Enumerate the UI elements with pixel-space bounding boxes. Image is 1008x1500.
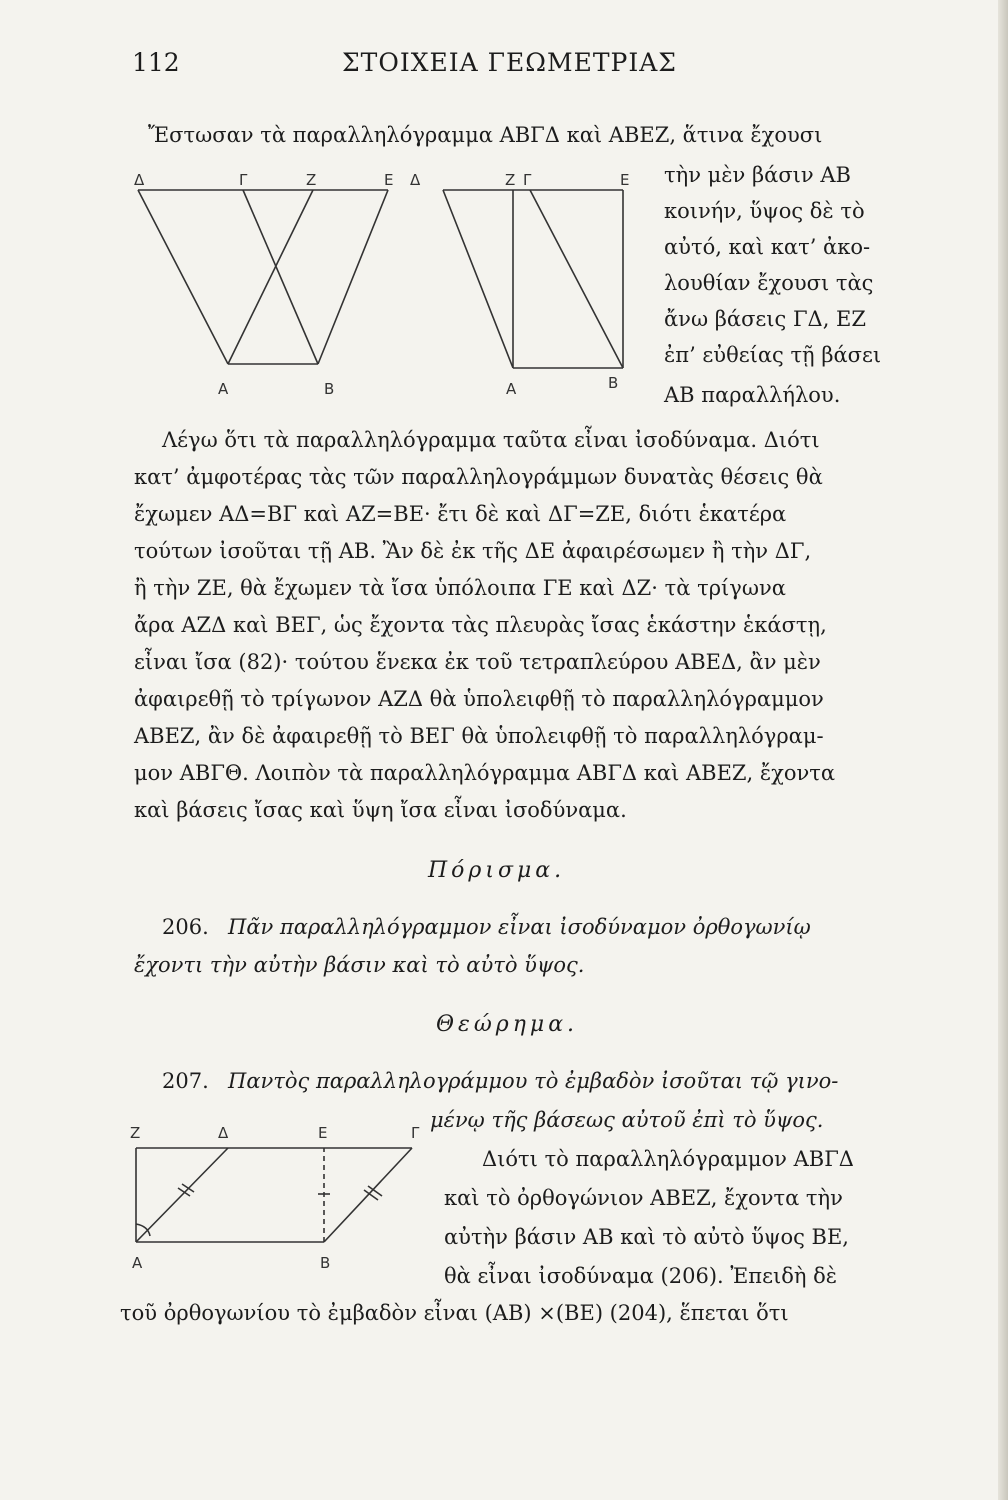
para2-line-9: ΑΒΕΖ, ἂν δὲ ἀφαιρεθῇ τὸ ΒΕΓ θὰ ὑπολειφθῇ τὸ παραλληλόγραμ- <box>134 724 824 748</box>
running-header <box>132 48 892 88</box>
para2-line-7: εἶναι ἴσα (82)· τούτου ἕνεκα ἐκ τοῦ τετραπλεύρου ΑΒΕΔ, ἂν μὲν <box>134 650 821 674</box>
figure1-right <box>443 190 623 368</box>
para1-line-4: αὐτό, καὶ κατ’ ἀκο- <box>664 235 871 259</box>
label-epsilon: E <box>318 1124 328 1142</box>
s207-proof-line-1: Διότι τὸ παραλληλόγραμμον ΑΒΓΔ <box>482 1147 854 1171</box>
para1-line-1: Ἔστωσαν τὰ παραλληλόγραμμα ΑΒΓΔ καὶ ΑΒΕΖ, ἅτινα ἔχουσι <box>148 123 823 147</box>
heading-theorema: Θεώρημα. <box>436 1012 579 1037</box>
para1-line-7: ἐπ’ εὐθείας τῇ βάσει <box>664 343 882 367</box>
s207-statement-line-2: μένῳ τῆς βάσεως αὐτοῦ ἐπὶ τὸ ὕψος. <box>430 1108 824 1132</box>
label-alpha: A <box>218 380 229 398</box>
s206-number: 206. <box>162 915 209 939</box>
s206-line-1: Πᾶν παραλληλόγραμμον εἶναι ἰσοδύναμον ὀρθογωνίῳ <box>228 915 811 939</box>
label-alpha: A <box>132 1254 143 1272</box>
label-gamma: Γ <box>239 171 248 189</box>
figure1-left <box>138 190 388 364</box>
s207-proof-line-5: τοῦ ὀρθογωνίου τὸ ἐμβαδὸν εἶναι (ΑΒ) ⨯(ΒΕ) (204), ἕπεται ὅτι <box>120 1301 789 1325</box>
label-gamma: Γ <box>411 1124 420 1142</box>
heading-porisma: Πόρισμα. <box>428 858 566 883</box>
para2-line-10: μον ΑΒΓΘ. Λοιπὸν τὰ παραλληλόγραμμα ΑΒΓΔ καὶ ΑΒΕΖ, ἔχοντα <box>134 761 836 785</box>
label-delta: Δ <box>410 171 421 189</box>
page-edge-shadow <box>998 0 1008 1500</box>
para2-line-11: καὶ βάσεις ἴσας καὶ ὕψη ἴσα εἶναι ἰσοδύναμα. <box>134 798 627 822</box>
para2-line-3: ἔχωμεν ΑΔ=ΒΓ καὶ ΑΖ=ΒΕ· ἔτι δὲ καὶ ΔΓ=ΖΕ, διότι ἑκατέρα <box>134 502 787 526</box>
figure-parallelogram-rectangle <box>128 1110 428 1280</box>
para1-line-6: ἄνω βάσεις ΓΔ, ΕΖ <box>664 307 866 331</box>
para2-line-2: κατ’ ἀμφοτέρας τὰς τῶν παραλληλογράμμων δυνατὰς θέσεις θὰ <box>134 465 823 489</box>
s207-proof-line-4: θὰ εἶναι ἰσοδύναμα (206). Ἐπειδὴ δὲ <box>444 1264 838 1288</box>
para2-line-6: ἄρα ΑΖΔ καὶ ΒΕΓ, ὡς ἔχοντα τὰς πλευρὰς ἴσας ἑκάστην ἑκάστῃ, <box>134 613 827 637</box>
para2-line-8: ἀφαιρεθῇ τὸ τρίγωνον ΑΖΔ θὰ ὑπολειφθῇ τὸ παραλληλόγραμμον <box>134 687 824 711</box>
label-gamma: Γ <box>523 171 532 189</box>
label-delta: Δ <box>134 171 145 189</box>
running-title: ΣΤΟΙΧΕΙΑ ΓΕΩΜΕΤΡΙΑΣ <box>342 48 677 77</box>
label-beta: B <box>324 380 335 398</box>
label-beta: B <box>608 374 619 392</box>
s207-proof-line-2: καὶ τὸ ὀρθογώνιον ΑΒΕΖ, ἔχοντα τὴν <box>444 1186 843 1210</box>
para2-line-1: Λέγω ὅτι τὰ παραλληλόγραμμα ταῦτα εἶναι ἰσοδύναμα. Διότι <box>162 428 820 452</box>
label-delta: Δ <box>218 1124 229 1142</box>
para1-line-2: τὴν μὲν βάσιν ΑΒ <box>664 163 851 187</box>
label-zeta: Z <box>306 171 317 189</box>
label-alpha: A <box>506 380 517 398</box>
label-zeta: Z <box>130 1124 141 1142</box>
para1-line-8: ΑΒ παραλλήλου. <box>664 383 841 407</box>
label-zeta: Z <box>505 171 516 189</box>
label-epsilon: E <box>620 171 630 189</box>
s207-proof-line-3: αὐτὴν βάσιν ΑΒ καὶ τὸ αὐτὸ ὕψος ΒΕ, <box>444 1225 849 1249</box>
s207-number: 207. <box>162 1069 209 1093</box>
s207-statement-line-1: Παντὸς παραλληλογράμμου τὸ ἐμβαδὸν ἰσοῦται τῷ γινο- <box>228 1069 839 1093</box>
s206-line-2: ἔχοντι τὴν αὐτὴν βάσιν καὶ τὸ αὐτὸ ὕψος. <box>134 953 585 977</box>
para2-line-4: τούτων ἰσοῦται τῇ ΑΒ. Ἂν δὲ ἐκ τῆς ΔΕ ἀφαιρέσωμεν ἢ τὴν ΔΓ, <box>134 539 812 563</box>
page-number: 112 <box>132 48 180 77</box>
label-beta: B <box>320 1254 331 1272</box>
para1-line-3: κοινήν, ὕψος δὲ τὸ <box>664 199 865 223</box>
label-epsilon: E <box>384 171 394 189</box>
figure-parallelograms-same-base <box>130 168 655 408</box>
para1-line-5: λουθίαν ἔχουσι τὰς <box>664 271 874 295</box>
para2-line-5: ἢ τὴν ΖΕ, θὰ ἔχωμεν τὰ ἴσα ὑπόλοιπα ΓΕ καὶ ΔΖ· τὰ τρίγωνα <box>134 576 786 600</box>
figure2-lines <box>136 1148 412 1242</box>
